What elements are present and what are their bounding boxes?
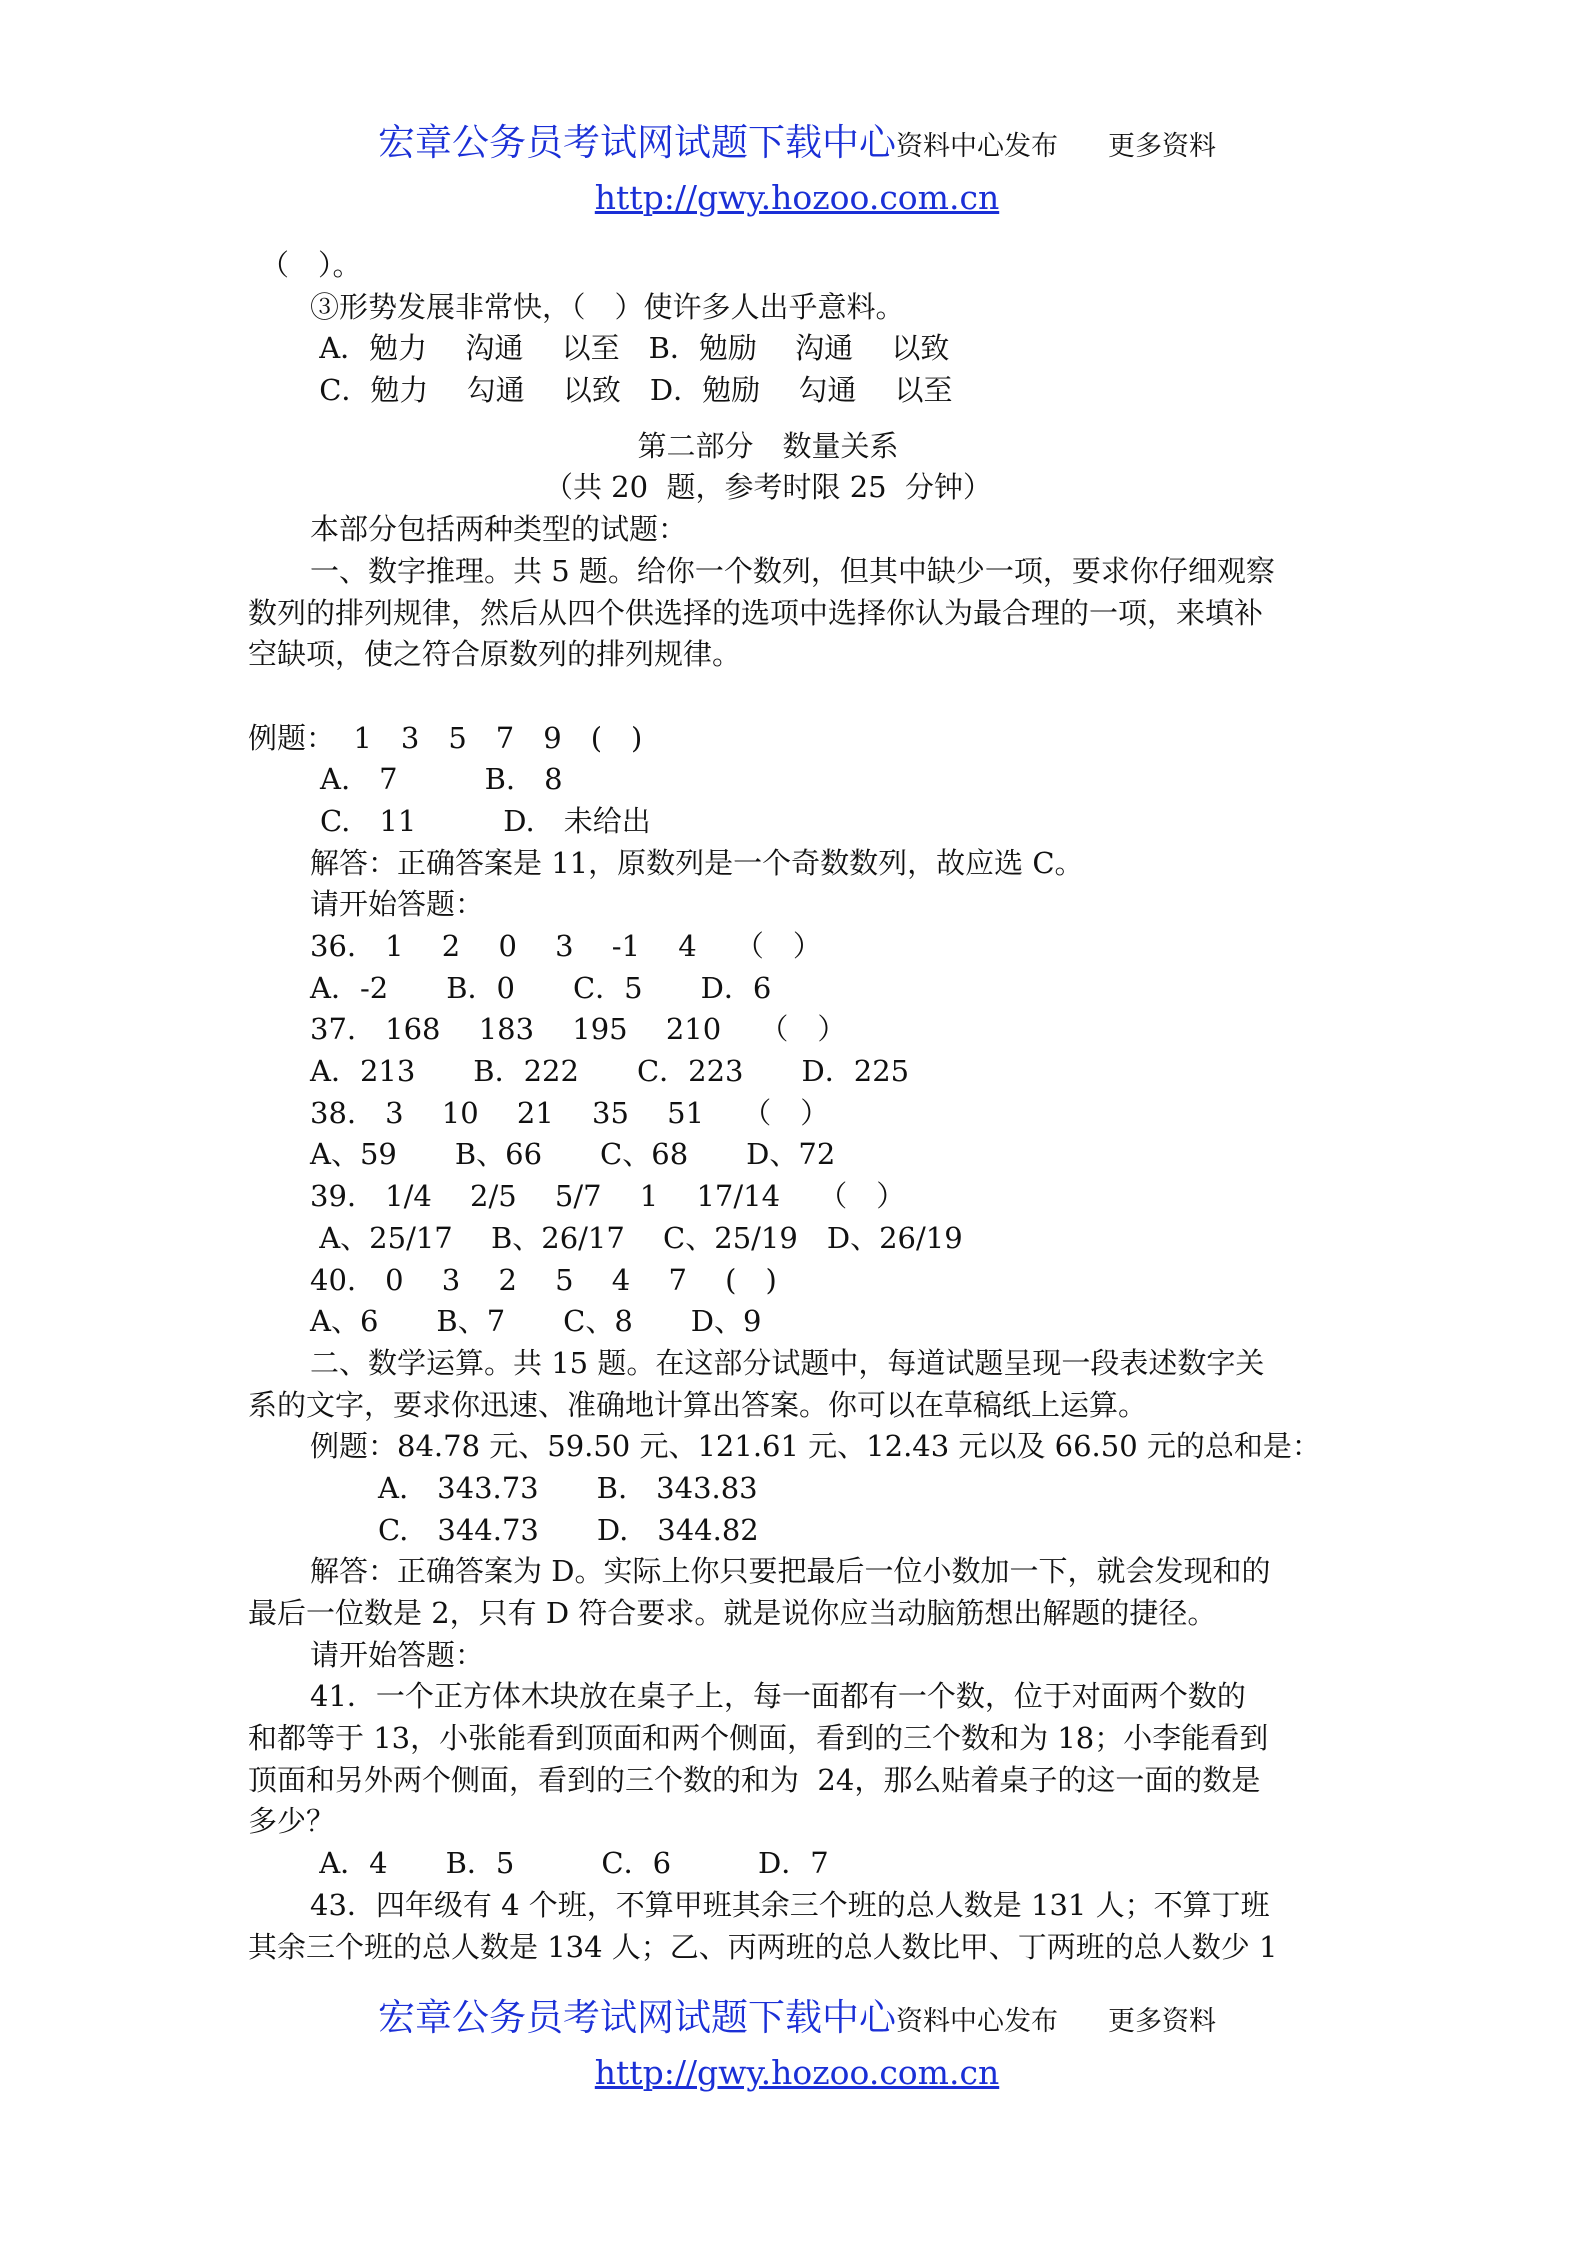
example-line: 例题： 1 3 5 7 9 ( ) <box>248 720 643 755</box>
question-line: 41．一个正方体木块放在桌子上，每一面都有一个数，位于对面两个数的 <box>310 1679 1246 1714</box>
question-line: 37. 168 183 195 210 （ ） <box>310 1012 847 1047</box>
example-line: 例题：84.78 元、59.50 元、121.61 元、12.43 元以及 66.50 元的总和是： <box>310 1429 1321 1464</box>
site-name-link[interactable]: 宏章公务员考试网试题下载中心 <box>378 121 896 164</box>
option-line: A. 7 B. 8 <box>320 762 563 797</box>
text-line: 请开始答题： <box>310 887 485 922</box>
option-line: C. 11 D. 未给出 <box>320 803 651 838</box>
footer-site-name-link[interactable]: 宏章公务员考试网试题下载中心 <box>378 1996 896 2039</box>
text-line: ③形势发展非常快，（ ）使许多人出乎意料。 <box>310 289 905 324</box>
option-line: A．勉力 沟通 以至 B．勉励 沟通 以致 <box>310 331 950 366</box>
footer-sub-text: 资料中心发布 <box>896 2006 1058 2037</box>
header-more-text: 更多资料 <box>1108 131 1216 162</box>
document-body <box>248 245 1348 1968</box>
text-line: 空缺项，使之符合原数列的排列规律。 <box>248 637 742 672</box>
question-line: 36. 1 2 0 3 -1 4 （ ） <box>310 929 822 963</box>
page-footer <box>0 1993 1594 2099</box>
option-line: C．勉力 勾通 以致 D．勉励 勾通 以至 <box>310 373 953 408</box>
text-line: 系的文字，要求你迅速、准确地计算出答案。你可以在草稿纸上运算。 <box>248 1387 1148 1422</box>
text-line: （ ）。 <box>260 248 362 282</box>
text-line: 二、数学运算。共 15 题。在这部分试题中，每道试题呈现一段表述数字关 <box>310 1345 1265 1380</box>
text-line: 多少？ <box>248 1804 336 1839</box>
header-brand-line <box>0 118 1594 172</box>
header-sub-text: 资料中心发布 <box>896 131 1058 162</box>
footer-url-link[interactable]: http://gwy.hozoo.com.cn <box>594 2053 1000 2092</box>
question-line: 43．四年级有 4 个班，不算甲班其余三个班的总人数是 131 人；不算丁班 <box>310 1887 1270 1922</box>
option-line: A、6 B、7 C、8 D、9 <box>310 1304 762 1339</box>
footer-more-text: 更多资料 <box>1108 2006 1216 2037</box>
text-line: 其余三个班的总人数是 134 人；乙、丙两班的总人数比甲、丁两班的总人数少 1 <box>248 1929 1278 1964</box>
text-line: 一、数字推理。共 5 题。给你一个数列，但其中缺少一项，要求你仔细观察 <box>310 553 1275 588</box>
text-line: 和都等于 13，小张能看到顶面和两个侧面，看到的三个数和为 18；小李能看到 <box>248 1721 1269 1756</box>
question-line: 39. 1/4 2/5 5/7 1 17/14 （ ） <box>310 1179 906 1214</box>
option-line: A．213 B．222 C．223 D．225 <box>310 1054 910 1089</box>
text-line: 数列的排列规律，然后从四个供选择的选项中选择你认为最合理的一项，来填补 <box>248 595 1264 630</box>
question-line: 38. 3 10 21 35 51 （ ） <box>310 1095 830 1130</box>
text-line: 顶面和另外两个侧面，看到的三个数的和为 24，那么贴着桌子的这一面的数是 <box>248 1762 1261 1797</box>
page-header <box>0 118 1594 224</box>
option-line: A. 343.73 B. 343.83 <box>378 1470 758 1505</box>
text-line: 解答：正确答案是 11，原数列是一个奇数数列，故应选 C。 <box>310 845 1084 880</box>
option-line: A．4 B．5 C．6 D．7 <box>310 1846 829 1881</box>
text-line: 最后一位数是 2，只有 D 符合要求。就是说你应当动脑筋想出解题的捷径。 <box>248 1596 1217 1630</box>
text-line: 请开始答题： <box>310 1637 485 1672</box>
question-line: 40. 0 3 2 5 4 7 ( ) <box>310 1262 777 1297</box>
footer-brand-line <box>0 1993 1594 2047</box>
text-line: 本部分包括两种类型的试题： <box>310 512 688 547</box>
option-line: A、59 B、66 C、68 D、72 <box>310 1137 836 1172</box>
header-url-link[interactable]: http://gwy.hozoo.com.cn <box>594 178 1000 217</box>
text-line: 解答：正确答案为 D。实际上你只要把最后一位小数加一下，就会发现和的 <box>310 1554 1271 1589</box>
option-line: A．-2 B．0 C．5 D．6 <box>310 970 772 1005</box>
section-subtitle: （共 20 题，参考时限 25 分钟） <box>543 470 993 505</box>
option-line: A、25/17 B、26/17 C、25/19 D、26/19 <box>310 1220 963 1255</box>
section-title: 第二部分 数量关系 <box>637 428 899 463</box>
option-line: C. 344.73 D. 344.82 <box>378 1512 759 1547</box>
